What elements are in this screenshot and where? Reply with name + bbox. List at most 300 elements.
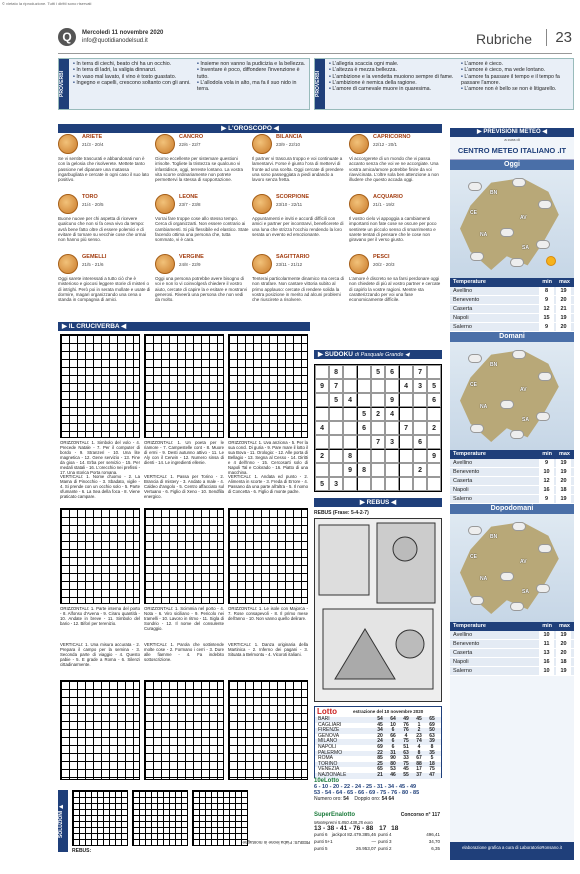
- cloud-icon: [470, 596, 484, 605]
- proverbi-box-left: [58, 58, 310, 110]
- rebus-illustration: [314, 518, 442, 702]
- crossword-grid[interactable]: [144, 508, 224, 604]
- lotto-number: 69: [377, 743, 383, 750]
- sudoku-cell[interactable]: [343, 435, 357, 449]
- temp-min: 16: [539, 658, 554, 666]
- proverbio-text: L'amore fa passare il tempo e il tempo fa passare l'amore.: [461, 73, 560, 86]
- quota-label: punti 6: [314, 832, 328, 837]
- crossword-grid[interactable]: [228, 334, 308, 438]
- superstar-number: 17: [379, 825, 387, 832]
- bullet-icon: •: [73, 67, 77, 74]
- ruota-name: NAZIONALE: [318, 771, 347, 778]
- cloud-icon: [512, 522, 526, 531]
- city-temp-row: [450, 468, 574, 477]
- sudoku-cell[interactable]: 5: [371, 365, 385, 379]
- dieci-e-lotto-logo: 10eLotto: [314, 778, 340, 784]
- city-temp-row: [450, 296, 574, 305]
- lotto-number: 63: [403, 749, 409, 756]
- ruota-name: CAGLIARI: [318, 721, 342, 728]
- province-label: NA: [480, 232, 488, 238]
- crossword-clues: VERTICALI: 1. Una misura accurata - 2. Prepara il campo per la semina - 3. Seconda parte di viaggio - 4. Questo pabie - 5. E grade a Roma - 6. Silenzi cittadinarmente.: [60, 642, 140, 667]
- sign-name: VERGINE: [179, 254, 204, 260]
- crossword-clues: ORIZZONTALI: 1. Uva anziona - 5. Per la sua concl. Di guria - 9. Pare mare il lotto il sua Bova - 11. Orologio: - 12. Alle porta di Bellagio - 13. Segna al Cesso - 14. Diritti e 4 dell'inno - 15. Cercosarti solo di Napoli Tal e Colorado - 16. Piatto di una macchina.: [228, 440, 308, 475]
- sudoku-cell[interactable]: [343, 379, 357, 393]
- quota-label: punti 5: [314, 846, 328, 851]
- sudoku-cell[interactable]: 7: [329, 379, 343, 393]
- city-temp-row: [450, 459, 574, 468]
- province-label: AV: [520, 559, 527, 565]
- ruota-name: GENOVA: [318, 732, 340, 739]
- sudoku-cell[interactable]: [371, 393, 385, 407]
- ruota-name: PALERMO: [318, 749, 343, 756]
- bullet-icon: •: [461, 86, 465, 93]
- city-temp-row: [450, 305, 574, 314]
- city-temp-row: [450, 658, 574, 667]
- sudoku-cell[interactable]: [427, 435, 441, 449]
- temp-header: Temperature: [453, 279, 486, 285]
- sign-text: Oggi una persona potrebbe avere bisogno di voi e non lo vi coinvolgerà chiedere il vostro aiuto, cercate di capire la e esitare e mostrarvi generosi. Riveerà una persona che non vedi da molto.: [155, 276, 248, 303]
- meteo-panel: [450, 332, 574, 504]
- temp-max: 19: [556, 468, 571, 476]
- temp-min: 10: [539, 468, 554, 476]
- province-label: BN: [490, 362, 498, 368]
- lotto-number: 10: [390, 721, 396, 728]
- city-name: Benevento: [453, 469, 480, 475]
- city-temp-row: [450, 323, 574, 332]
- crossword-grid[interactable]: [228, 508, 308, 604]
- crossword-grid[interactable]: [60, 680, 140, 780]
- superenalotto: [314, 812, 442, 858]
- sudoku-cell[interactable]: [427, 365, 441, 379]
- sudoku-cell[interactable]: 9: [315, 379, 329, 393]
- lotto-number: 34: [377, 727, 383, 734]
- city-temp-row: [450, 495, 574, 504]
- lotto-number: 49: [403, 716, 409, 722]
- rebus-title-bar: ▶ REBUS ◀: [314, 498, 442, 507]
- max-header: max: [558, 279, 570, 285]
- quota-row: [314, 839, 376, 844]
- lotto-number: 75: [403, 760, 409, 767]
- sudoku-cell[interactable]: [385, 379, 399, 393]
- sign-dates: 23/7 - 23/8: [179, 202, 201, 207]
- sudoku-cell[interactable]: 6: [413, 435, 427, 449]
- sudoku-cell[interactable]: [329, 435, 343, 449]
- zodiac-icon: [349, 254, 369, 274]
- province-label: AV: [520, 215, 527, 221]
- sign-dates: 23/10 - 22/11: [276, 202, 303, 207]
- sudoku-cell[interactable]: [329, 421, 343, 435]
- max-header: max: [558, 451, 570, 457]
- sudoku-cell[interactable]: 5: [315, 477, 329, 491]
- sign-name: SCORPIONE: [276, 194, 310, 200]
- sign-name: CAPRICORNO: [373, 134, 411, 140]
- cloud-icon: [536, 584, 550, 593]
- quota-value: jackpot 82.479.385,46: [331, 832, 376, 837]
- lotto-number: 53: [390, 766, 396, 773]
- city-name: Napoli: [453, 315, 469, 321]
- proverbio-item: [329, 86, 457, 92]
- sudoku-cell[interactable]: 4: [399, 379, 413, 393]
- sudoku-cell[interactable]: 5: [357, 407, 371, 421]
- lotto-number: 75: [403, 738, 409, 745]
- proverbi-column: [197, 61, 307, 92]
- cloud-icon: [468, 182, 482, 191]
- sudoku-cell[interactable]: [329, 463, 343, 477]
- meteo-column: [450, 128, 574, 860]
- sudoku-cell[interactable]: 2: [427, 421, 441, 435]
- sudoku-cell[interactable]: 9: [385, 393, 399, 407]
- sudoku-cell[interactable]: 5: [427, 379, 441, 393]
- weather-map: [450, 170, 574, 278]
- temperature-table: [450, 278, 574, 332]
- meteo-day-title: Dopodomani: [450, 504, 574, 514]
- proverbio-text: L'ambizione è nemica della ragione.: [332, 79, 417, 86]
- sudoku-cell[interactable]: [343, 421, 357, 435]
- sudoku-cell[interactable]: 7: [371, 435, 385, 449]
- weather-map: [450, 342, 574, 450]
- temp-header: Temperature: [453, 451, 486, 457]
- sudoku-cell[interactable]: [371, 449, 385, 463]
- quota-label: punti 2: [378, 846, 392, 851]
- lotto-number: 65: [377, 766, 383, 773]
- lotto-number: 65: [429, 716, 435, 722]
- temp-min: 9: [539, 296, 554, 304]
- quota-row: [314, 846, 376, 851]
- sudoku-cell[interactable]: [329, 449, 343, 463]
- dieci-e-lotto-line: 53 - 54 - 64 - 65 - 66 - 69 - 75 - 76 - 80 - 85: [314, 790, 420, 796]
- sudoku-cell[interactable]: [357, 393, 371, 407]
- lotto-number: 47: [429, 771, 435, 778]
- crossword-clues: VERTICALI: 1. Parola che sottintende molte cose - 2. Formano i cerri - 3. Dure alle fiamme - 4. Fa indebito sottoscrizione.: [144, 642, 224, 662]
- crossword-grid[interactable]: [60, 334, 140, 438]
- meteo-day-title: Oggi: [450, 160, 574, 170]
- lotto-number: 45: [377, 721, 383, 728]
- province-label: BN: [490, 534, 498, 540]
- temp-min: 16: [539, 486, 554, 494]
- min-header: min: [542, 623, 552, 629]
- temp-min: 8: [539, 287, 554, 295]
- city-temp-row: [450, 649, 574, 658]
- lotto-estrazione: estrazione del 10 novembre 2020: [353, 709, 424, 714]
- crossword-grid[interactable]: [144, 680, 224, 780]
- sudoku-cell[interactable]: [343, 477, 357, 491]
- sudoku-cell[interactable]: [357, 379, 371, 393]
- soluzioni-tab: SOLUZIONI ▶: [58, 790, 68, 852]
- quota-row: [378, 832, 440, 837]
- sudoku-cell[interactable]: [399, 463, 413, 477]
- crossword-clues: VERTICALI: 1. Danza originaria della Martinica - 2. Inferno dei pagani - 3. Situata a Belmontu - 4. Vicoroti italiani.: [228, 642, 308, 657]
- proverbio-text: Ingegno e capelli, crescono soltanto con gli anni.: [76, 79, 191, 86]
- sudoku-cell[interactable]: 7: [413, 365, 427, 379]
- bullet-icon: •: [329, 67, 333, 74]
- quota-label: punti 5+1: [314, 839, 333, 844]
- sudoku-cell[interactable]: 3: [385, 435, 399, 449]
- sudoku-cell[interactable]: [399, 365, 413, 379]
- temp-min: 13: [539, 649, 554, 657]
- lotto-number: 22: [377, 749, 383, 756]
- sudoku-cell[interactable]: [329, 407, 343, 421]
- sudoku-cell[interactable]: [371, 463, 385, 477]
- sudoku-cell[interactable]: [343, 365, 357, 379]
- crossword-grid[interactable]: [144, 334, 224, 438]
- temperature-table: [450, 622, 574, 676]
- city-name: Napoli: [453, 487, 469, 493]
- sign-name: LEONE: [179, 194, 198, 200]
- lotto-number: 46: [390, 771, 396, 778]
- sudoku-cell[interactable]: [399, 477, 413, 491]
- sudoku-cell[interactable]: [371, 421, 385, 435]
- cloud-icon: [468, 354, 482, 363]
- sudoku-cell[interactable]: [315, 407, 329, 421]
- temp-min: 11: [539, 640, 554, 648]
- temp-max: 20: [556, 477, 571, 485]
- crossword-grid[interactable]: [60, 508, 140, 604]
- city-name: Caserta: [453, 650, 473, 656]
- sudoku-cell[interactable]: [385, 477, 399, 491]
- cloud-icon: [510, 430, 524, 439]
- sudoku-cell[interactable]: 2: [315, 449, 329, 463]
- sudoku-cell[interactable]: 6: [385, 365, 399, 379]
- lotto-number: 6: [391, 743, 395, 750]
- sudoku-cell[interactable]: [427, 477, 441, 491]
- rebus-drawing: [315, 519, 441, 701]
- superenalotto-numeri: 13 - 38 - 41 - 76 - 88: [314, 825, 374, 832]
- bullet-icon: •: [329, 73, 333, 80]
- proverbio-text: L'altezza è mezza bellezza.: [332, 67, 397, 74]
- lotto-number: 17: [416, 766, 422, 773]
- oroscopo-title-bar: ▶ L'OROSCOPO ◀: [58, 124, 442, 133]
- sign-dates: 23/11 - 21/12: [276, 262, 303, 267]
- sudoku-cell[interactable]: [315, 435, 329, 449]
- sudoku-cell[interactable]: [315, 393, 329, 407]
- temp-max: 20: [556, 296, 571, 304]
- city-name: Napoli: [453, 659, 469, 665]
- sudoku-cell[interactable]: [315, 365, 329, 379]
- temp-max: 21: [556, 305, 571, 313]
- temp-max: 18: [556, 486, 571, 494]
- sign-text: Giorno eccellente per sistemare questioni irrisolte. Togliete la tristezza se qualcuno vi infastidisce, oggi, terreste lontano. La vostra vita scorre ordinariamente non potrete permettervi la stessa di sopportazione.: [155, 156, 244, 183]
- sudoku-cell[interactable]: [413, 407, 427, 421]
- province-label: SA: [522, 417, 529, 423]
- city-name: Salerno: [453, 668, 472, 674]
- centro-meteo-logo: CENTRO METEO ITALIANO .IT: [450, 142, 574, 160]
- city-name: Avellino: [453, 460, 473, 466]
- lotto-number: 6: [391, 738, 395, 745]
- city-temp-row: [450, 640, 574, 649]
- sudoku-cell[interactable]: [399, 393, 413, 407]
- solution-grid: [192, 790, 248, 846]
- sudoku-cell[interactable]: [413, 421, 427, 435]
- sudoku-cell[interactable]: 6: [427, 393, 441, 407]
- sudoku-cell[interactable]: [357, 477, 371, 491]
- crossword-clues: ORIZZONTALI: 1. Le isole con Majorca - 7. Rose consapevoli - 8. Il primo mese dell'anno - 10. Non vanno quello delirare.: [228, 606, 308, 621]
- city-name: Benevento: [453, 641, 480, 647]
- sudoku-cell[interactable]: [413, 393, 427, 407]
- proverbio-item: [197, 80, 307, 93]
- sudoku-cell[interactable]: [413, 477, 427, 491]
- lotto-number: 2: [417, 727, 421, 734]
- lotto-number: 4: [404, 732, 408, 739]
- proverbi-tab: PROVERBI: [59, 59, 69, 109]
- sign-name: ARIETE: [82, 134, 103, 140]
- sudoku-cell[interactable]: 4: [343, 393, 357, 407]
- cloud-icon: [510, 602, 524, 611]
- province-label: SA: [522, 589, 529, 595]
- lotto-number: 23: [416, 732, 422, 739]
- temp-max: 19: [556, 495, 571, 503]
- proverbio-item: [197, 67, 307, 80]
- quota-row: [314, 832, 376, 837]
- dieci-e-lotto: [314, 778, 442, 808]
- sudoku-cell[interactable]: [427, 407, 441, 421]
- lotto-number: 85: [377, 755, 383, 762]
- quota-label: punti 3: [378, 839, 392, 844]
- sudoku-cell[interactable]: [343, 407, 357, 421]
- lotto-number: 45: [403, 766, 409, 773]
- sign-dates: 24/8 - 22/9: [179, 262, 201, 267]
- lotto-number: 45: [416, 716, 422, 722]
- sign-text: L'amore è discreto se sa farsi perdonare oggi non chiedete di più al vostro partner e cercate di capirlo la vostre ragioni. Mentre sta caratterizzando per voi una fase economicamente difficile.: [349, 276, 441, 303]
- cloud-icon: [470, 252, 484, 261]
- lotto-number: 90: [390, 755, 396, 762]
- proverbi-tab: PROVERBI: [315, 59, 325, 109]
- lotto-number: 66: [390, 732, 396, 739]
- city-name: Avellino: [453, 288, 473, 294]
- quota-value: 34,70: [428, 839, 440, 844]
- province-label: BN: [490, 190, 498, 196]
- sudoku-cell[interactable]: [399, 407, 413, 421]
- ruota-name: TORINO: [318, 760, 338, 767]
- proverbio-text: In vaso mal lavato, il vino è tosto guastato.: [76, 73, 177, 80]
- min-header: min: [542, 279, 552, 285]
- sudoku-grid[interactable]: [314, 364, 442, 492]
- proverbio-text: In terra di ciechi, beato chi ha un occhio.: [76, 61, 172, 67]
- sudoku-cell[interactable]: [371, 379, 385, 393]
- city-temp-row: [450, 486, 574, 495]
- zodiac-icon: [252, 254, 272, 274]
- sudoku-cell[interactable]: 4: [385, 407, 399, 421]
- ruota-name: NAPOLI: [318, 743, 337, 750]
- sudoku-cell[interactable]: [385, 421, 399, 435]
- sudoku-cell[interactable]: 3: [329, 477, 343, 491]
- sudoku-cell[interactable]: 7: [399, 421, 413, 435]
- sudoku-cell[interactable]: [399, 435, 413, 449]
- province-label: CE: [470, 210, 477, 216]
- sign-text: Vi accorgerete di un mondo che vi passa accanto senza che voi ve ne accorgiate. Una vostra amica/amore potrebbe finire da voi riavvicinata. L'oltre sola ben attenzione a non illudere che questo accada oggi.: [349, 156, 439, 183]
- bullet-icon: •: [461, 67, 465, 74]
- proverbio-text: L'amore non è bello se non è litigarello.: [464, 86, 557, 93]
- zodiac-icon: [58, 134, 78, 154]
- sudoku-cell[interactable]: 6: [357, 421, 371, 435]
- proverbi-column: [461, 61, 571, 92]
- temp-min: 10: [539, 667, 554, 675]
- quota-value: —: [371, 839, 376, 844]
- lotto-number: 39: [429, 738, 435, 745]
- city-name: Caserta: [453, 306, 473, 312]
- sudoku-cell[interactable]: 2: [413, 463, 427, 477]
- newspaper-logo: Q: [58, 28, 76, 46]
- sign-dates: 22/6 - 22/7: [179, 142, 201, 147]
- sign-dates: 20/2 - 20/3: [373, 262, 395, 267]
- sudoku-cell[interactable]: 9: [343, 463, 357, 477]
- province-label: AV: [520, 387, 527, 393]
- lotto-number: 8: [430, 743, 434, 750]
- crossword-clues: VERTICALI: 1. Nome d'uomo - 2. La Mama di Pinocchio - 3. Sbadato, vigile - 4. Si prende con un occhio solo - 5. Parte sfumante - 6. La Sea della foca - 8. Viene praticato campare.: [60, 474, 140, 499]
- sudoku-cell[interactable]: [357, 449, 371, 463]
- proverbio-text: L'allegria scaccia ogni male.: [332, 61, 399, 67]
- sudoku-cell[interactable]: 4: [315, 421, 329, 435]
- sudoku-cell[interactable]: 8: [329, 365, 343, 379]
- sign-dates: 21/3 - 20/4: [82, 142, 104, 147]
- min-header: min: [542, 451, 552, 457]
- sudoku-cell[interactable]: [385, 449, 399, 463]
- crossword-grid[interactable]: [228, 680, 308, 780]
- lotto-number: 21: [377, 771, 383, 778]
- sign-text: Il partner vi trascura troppo e voi continuate a lamentarvi. Forse è giunto l'ora di mettervi di fronte ad una scelta. Oggi cercate di prendere una sono passeggiata a piedi andando a lavoro senza fretta.: [252, 156, 344, 183]
- issue-date: Mercoledì 11 novembre 2020: [82, 30, 164, 36]
- bullet-icon: •: [461, 61, 465, 67]
- cruciverba-title-bar: ▶ IL CRUCIVERBA ◀: [58, 322, 310, 331]
- ruota-name: MILANO: [318, 738, 338, 745]
- lotto-number: 88: [416, 760, 422, 767]
- bullet-icon: •: [197, 67, 201, 74]
- sudoku-cell[interactable]: [413, 449, 427, 463]
- sudoku-cell[interactable]: [357, 435, 371, 449]
- proverbi-column: [329, 61, 457, 92]
- oroscopo-grid: [58, 134, 442, 312]
- sudoku-cell[interactable]: 2: [371, 407, 385, 421]
- sudoku-cell[interactable]: [315, 463, 329, 477]
- city-name: Salerno: [453, 496, 472, 502]
- sudoku-cell[interactable]: 8: [357, 463, 371, 477]
- temp-max: 19: [556, 314, 571, 322]
- solution-rebus-label: REBUS:: [72, 848, 92, 854]
- sudoku-cell[interactable]: 9: [427, 449, 441, 463]
- cloud-icon: [468, 526, 482, 535]
- temp-max: 19: [556, 287, 571, 295]
- sudoku-cell[interactable]: [385, 463, 399, 477]
- sign-name: SAGITTARIO: [276, 254, 310, 260]
- lotto-number: 1: [417, 721, 421, 728]
- sudoku-cell[interactable]: 8: [343, 449, 357, 463]
- sign-name: GEMELLI: [82, 254, 107, 260]
- crossword-clues: ORIZZONTALI: 1. Parte interna del porto - 8. Alfonso d'Avena - 9. Ciraru quantità - 10. Andate in breve - 11. Simbolo del bario - 12. Bifori per terenizio.: [60, 606, 140, 626]
- lotto-number: 69: [429, 721, 435, 728]
- city-temp-row: [450, 477, 574, 486]
- sudoku-cell[interactable]: [399, 449, 413, 463]
- sudoku-cell[interactable]: 5: [329, 393, 343, 407]
- temp-min: 9: [539, 459, 554, 467]
- proverbio-text: L'allodola vola in alto, ma fa il suo nido in terra.: [197, 79, 297, 93]
- sudoku-cell[interactable]: [427, 463, 441, 477]
- contact-email[interactable]: info@quotidianodelsud.it: [82, 38, 148, 44]
- lotto-number: 76: [403, 721, 409, 728]
- sudoku-cell[interactable]: [371, 477, 385, 491]
- proverbio-text: L'amore di carnevale muore in quaresima.: [332, 86, 432, 93]
- sign-name: TORO: [82, 194, 98, 200]
- crossword-clues: VERTICALI: 1. Andata ed punto - 2. Alimenta in scorte - 3. Freda di Errore - 4. Passano da una parte all'altra - 5. Il nomo di Concetta - 6. Figlio di monte padre.: [228, 474, 308, 494]
- sudoku-cell[interactable]: 3: [413, 379, 427, 393]
- city-name: Avellino: [453, 632, 473, 638]
- sudoku-cell[interactable]: [357, 365, 371, 379]
- proverbi-column: [73, 61, 193, 86]
- quota-row: [378, 839, 440, 844]
- proverbio-text: L'amore è cieco, ma vede lontano.: [464, 67, 546, 74]
- city-name: Benevento: [453, 297, 480, 303]
- bullet-icon: •: [197, 79, 201, 86]
- cloud-icon: [500, 572, 514, 581]
- weather-map: [450, 514, 574, 622]
